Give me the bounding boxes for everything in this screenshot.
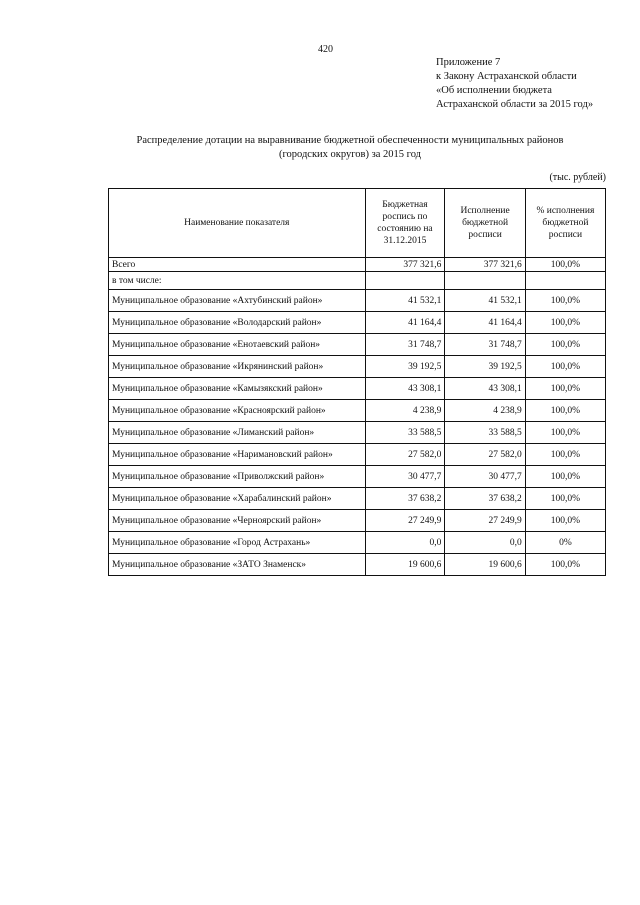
table-row xyxy=(109,400,606,422)
row-percent: 100,0% xyxy=(525,466,605,488)
row-percent: 100,0% xyxy=(525,356,605,378)
row-planned: 41 532,1 xyxy=(365,290,445,312)
row-executed: 27 249,9 xyxy=(445,510,525,532)
total-executed: 377 321,6 xyxy=(445,258,525,272)
row-planned: 37 638,2 xyxy=(365,488,445,510)
row-planned: 0,0 xyxy=(365,532,445,554)
title-line: (городских округов) за 2015 год xyxy=(278,149,422,160)
row-name: Муниципальное образование «Приволжский район» xyxy=(109,466,366,488)
table-row xyxy=(109,422,606,444)
row-name: Муниципальное образование «Лиманский район» xyxy=(109,422,366,444)
header-planned: Бюджетная роспись по состоянию на 31.12.2015 xyxy=(365,189,445,258)
header-percent: % исполнения бюджетной росписи xyxy=(525,189,605,258)
row-executed: 41 164,4 xyxy=(445,312,525,334)
table-header-row xyxy=(109,189,606,258)
appendix-line: к Закону Астраханской области xyxy=(436,71,577,82)
empty-cell xyxy=(525,272,605,290)
row-planned: 31 748,7 xyxy=(365,334,445,356)
subheader-row xyxy=(109,272,606,290)
row-executed: 39 192,5 xyxy=(445,356,525,378)
row-executed: 41 532,1 xyxy=(445,290,525,312)
row-executed: 0,0 xyxy=(445,532,525,554)
row-planned: 27 582,0 xyxy=(365,444,445,466)
row-planned: 43 308,1 xyxy=(365,378,445,400)
appendix-line: Приложение 7 xyxy=(436,57,501,68)
table-row xyxy=(109,290,606,312)
budget-table xyxy=(108,188,606,576)
row-name: Муниципальное образование «Город Астрахань» xyxy=(109,532,366,554)
row-name: Муниципальное образование «Харабалинский район» xyxy=(109,488,366,510)
title-line: Распределение дотации на выравнивание бюджетной обеспеченности муниципальных районов xyxy=(136,135,564,146)
row-percent: 100,0% xyxy=(525,554,605,576)
row-planned: 4 238,9 xyxy=(365,400,445,422)
units-label: (тыс. рублей) xyxy=(549,172,606,183)
total-name: Всего xyxy=(109,258,366,272)
table-row xyxy=(109,312,606,334)
table-row xyxy=(109,334,606,356)
row-executed: 4 238,9 xyxy=(445,400,525,422)
table-row xyxy=(109,532,606,554)
row-name: Муниципальное образование «Камызякский район» xyxy=(109,378,366,400)
row-name: Муниципальное образование «Ахтубинский район» xyxy=(109,290,366,312)
row-planned: 30 477,7 xyxy=(365,466,445,488)
table-row xyxy=(109,510,606,532)
row-name: Муниципальное образование «Енотаевский район» xyxy=(109,334,366,356)
row-percent: 100,0% xyxy=(525,290,605,312)
row-executed: 33 588,5 xyxy=(445,422,525,444)
empty-cell xyxy=(445,272,525,290)
row-percent: 100,0% xyxy=(525,400,605,422)
row-name: Муниципальное образование «Икрянинский район» xyxy=(109,356,366,378)
row-percent: 100,0% xyxy=(525,422,605,444)
header-name: Наименование показателя xyxy=(109,189,366,258)
row-planned: 39 192,5 xyxy=(365,356,445,378)
row-executed: 19 600,6 xyxy=(445,554,525,576)
row-percent: 100,0% xyxy=(525,334,605,356)
total-planned: 377 321,6 xyxy=(365,258,445,272)
page-number: 420 xyxy=(318,44,333,55)
document-title xyxy=(100,134,600,162)
header-executed: Исполнение бюджетной росписи xyxy=(445,189,525,258)
row-executed: 27 582,0 xyxy=(445,444,525,466)
table-row xyxy=(109,466,606,488)
row-percent: 100,0% xyxy=(525,510,605,532)
total-percent: 100,0% xyxy=(525,258,605,272)
row-executed: 43 308,1 xyxy=(445,378,525,400)
row-percent: 100,0% xyxy=(525,444,605,466)
row-percent: 100,0% xyxy=(525,378,605,400)
row-name: Муниципальное образование «Красноярский район» xyxy=(109,400,366,422)
appendix-line: «Об исполнении бюджета xyxy=(436,85,552,96)
total-row xyxy=(109,258,606,272)
row-planned: 19 600,6 xyxy=(365,554,445,576)
subheader-label: в том числе: xyxy=(109,272,366,290)
row-percent: 100,0% xyxy=(525,312,605,334)
row-executed: 30 477,7 xyxy=(445,466,525,488)
table-row xyxy=(109,356,606,378)
row-name: Муниципальное образование «Володарский район» xyxy=(109,312,366,334)
row-name: Муниципальное образование «Черноярский район» xyxy=(109,510,366,532)
row-percent: 0% xyxy=(525,532,605,554)
table-row xyxy=(109,488,606,510)
row-executed: 37 638,2 xyxy=(445,488,525,510)
row-planned: 27 249,9 xyxy=(365,510,445,532)
table-row xyxy=(109,444,606,466)
row-name: Муниципальное образование «Наримановский район» xyxy=(109,444,366,466)
row-executed: 31 748,7 xyxy=(445,334,525,356)
row-name: Муниципальное образование «ЗАТО Знаменск» xyxy=(109,554,366,576)
appendix-header xyxy=(436,56,593,112)
appendix-line: Астраханской области за 2015 год» xyxy=(436,99,594,110)
row-percent: 100,0% xyxy=(525,488,605,510)
table-row xyxy=(109,554,606,576)
empty-cell xyxy=(365,272,445,290)
table-row xyxy=(109,378,606,400)
row-planned: 41 164,4 xyxy=(365,312,445,334)
row-planned: 33 588,5 xyxy=(365,422,445,444)
